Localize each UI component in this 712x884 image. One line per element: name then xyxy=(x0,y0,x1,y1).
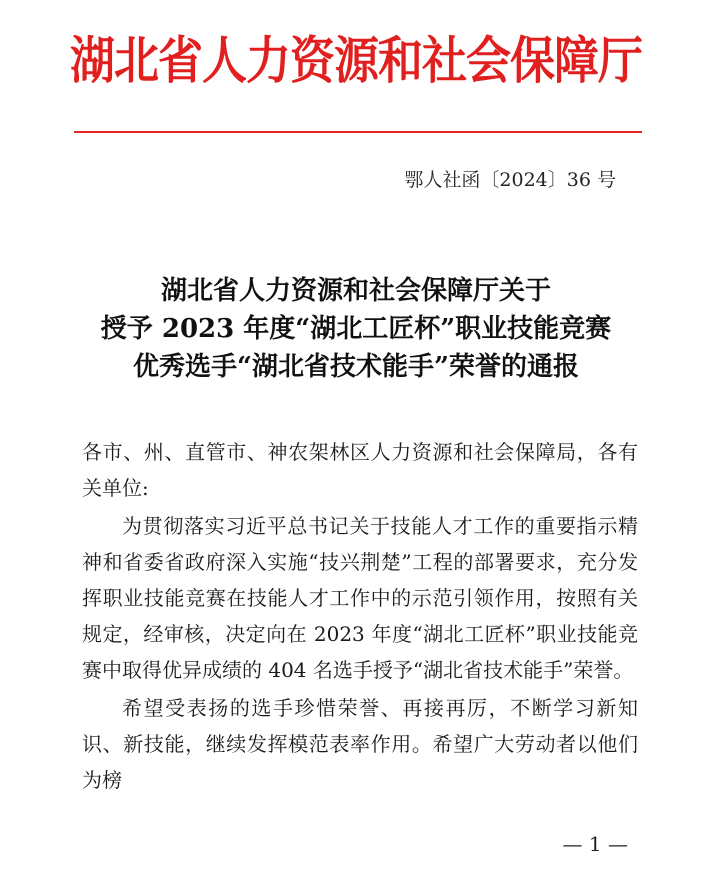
title-line-3: 优秀选手“湖北省技术能手”荣誉的通报 xyxy=(133,352,579,382)
body-paragraph-2: 希望受表扬的选手珍惜荣誉、再接再厉，不断学习新知识、新技能，继续发挥模范表率作用。希望广大劳动者以他们为榜 xyxy=(82,696,638,792)
salutation: 各市、州、直管市、神农架林区人力资源和社会保障局，各有关单位: xyxy=(82,440,638,500)
red-divider-line xyxy=(74,131,642,133)
document-body xyxy=(82,434,638,798)
body-paragraph-1: 为贯彻落实习近平总书记关于技能人才工作的重要指示精神和省委省政府深入实施“技兴荆楚”工程的部署要求，充分发挥职业技能竞赛在技能人才工作中的示范引领作用，按照有关规定，经审核，决定向在 2023 年度“湖北工匠杯”职业技能竞赛中取得优异成绩的 404 名选手授予“湖北省技术能手”荣誉。 xyxy=(82,514,638,682)
title-line-1: 湖北省人力资源和社会保障厅关于 xyxy=(160,276,551,306)
page-number: — 1 — xyxy=(562,832,628,856)
document-title xyxy=(40,272,672,386)
document-number: 鄂人社函〔2024〕36 号 xyxy=(404,169,616,191)
title-line-2: 授予 2023 年度“湖北工匠杯”职业技能竞赛 xyxy=(100,314,612,344)
issuer-masthead: 湖北省人力资源和社会保障厅 xyxy=(69,30,642,91)
